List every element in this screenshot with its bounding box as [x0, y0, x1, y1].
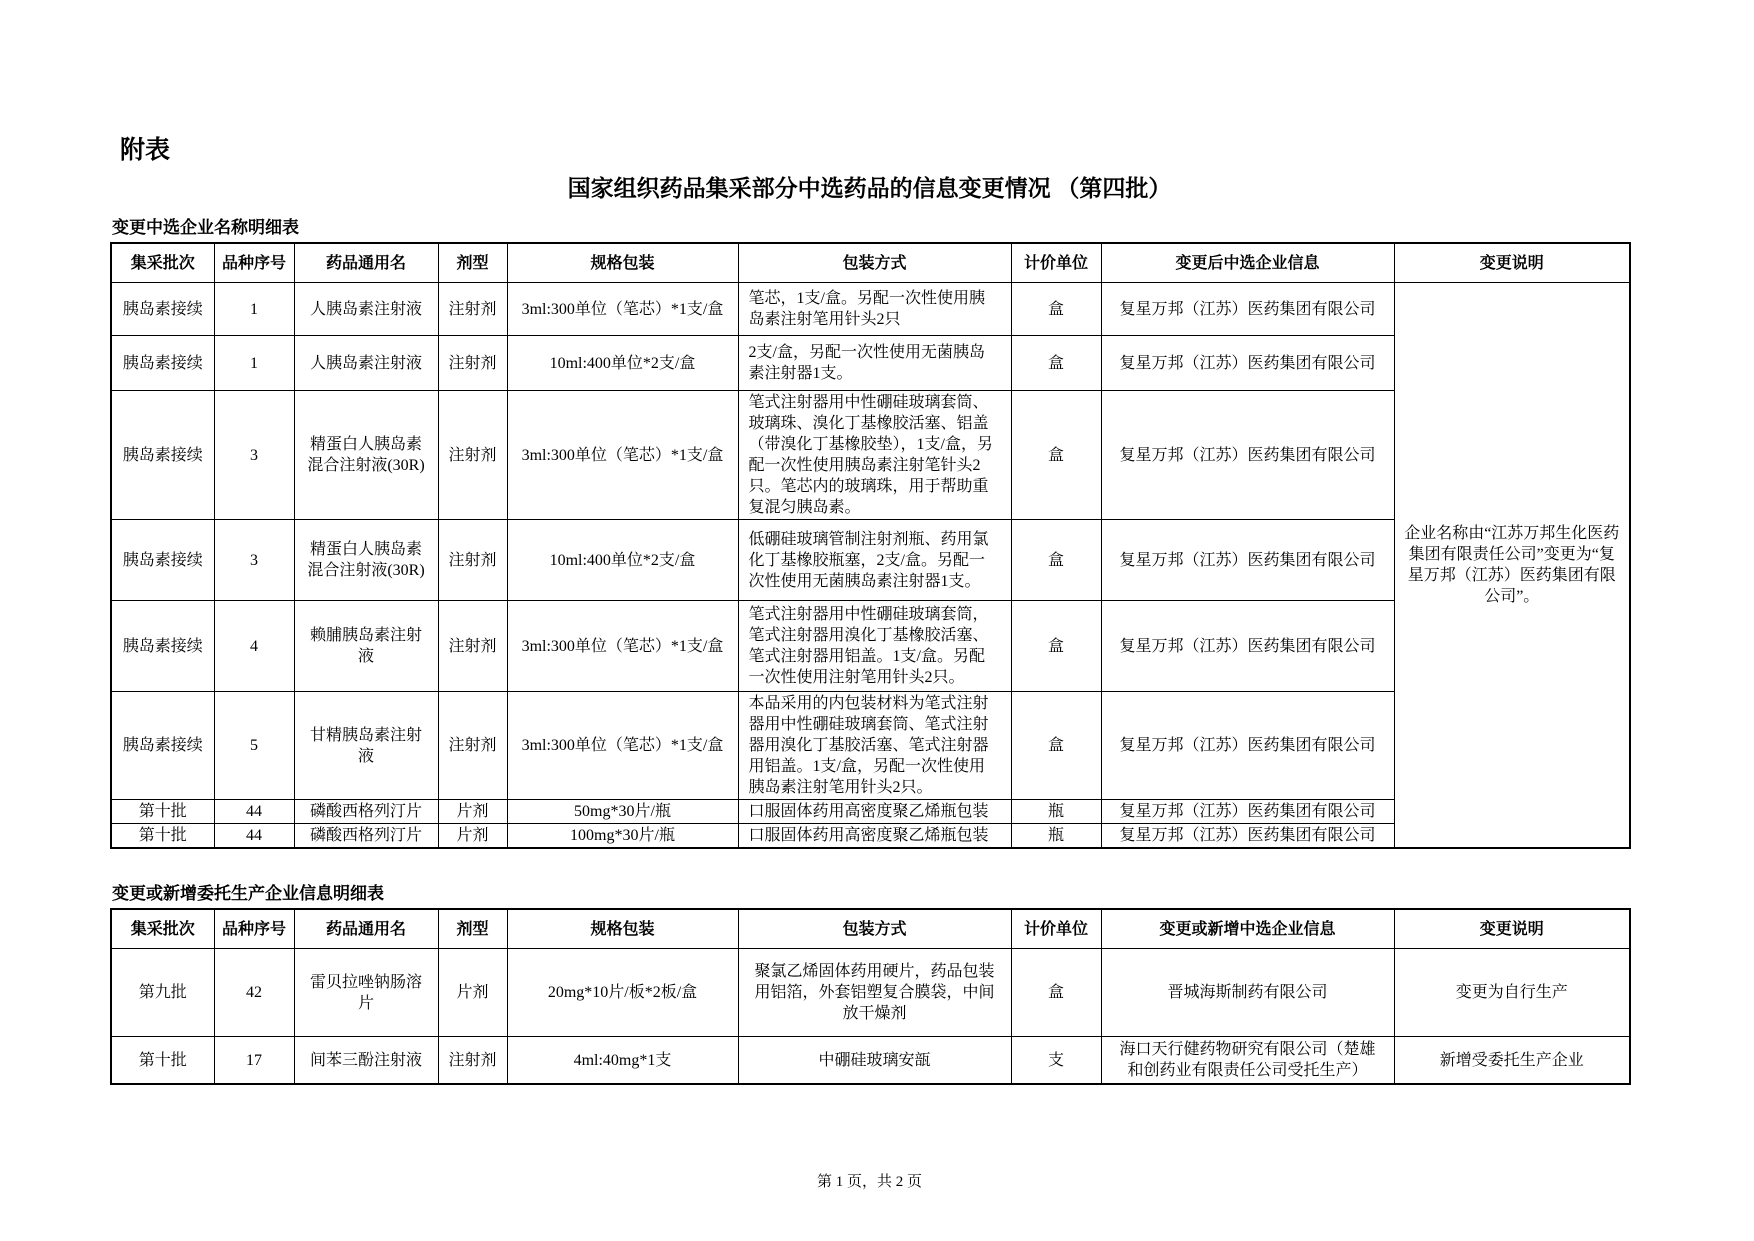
appendix-label: 附表	[120, 136, 171, 164]
cell-form: 注射剂	[438, 1037, 507, 1085]
table2-entrusted-production-changes	[110, 908, 1631, 1085]
cell-spec: 3ml:300单位（笔芯）*1支/盒	[507, 283, 738, 336]
col-header-unit: 计价单位	[1011, 243, 1101, 283]
cell-company: 晋城海斯制药有限公司	[1101, 949, 1394, 1037]
cell-company: 复星万邦（江苏）医药集团有限公司	[1101, 391, 1394, 520]
col-header-note: 变更说明	[1394, 909, 1630, 949]
cell-change-note: 新增受委托生产企业	[1394, 1037, 1630, 1085]
cell-form: 注射剂	[438, 692, 507, 800]
table1-header-row	[111, 243, 1630, 283]
cell-company: 复星万邦（江苏）医药集团有限公司	[1101, 824, 1394, 849]
col-header-spec: 规格包装	[507, 243, 738, 283]
table-row	[111, 283, 1630, 336]
page-number: 第 1 页，共 2 页	[816, 1174, 922, 1190]
cell-seq: 1	[214, 283, 294, 336]
cell-batch: 第十批	[111, 800, 214, 824]
col-header-note: 变更说明	[1394, 243, 1630, 283]
cell-unit: 盒	[1011, 520, 1101, 601]
cell-spec: 3ml:300单位（笔芯）*1支/盒	[507, 692, 738, 800]
col-header-unit: 计价单位	[1011, 909, 1101, 949]
cell-packaging: 低硼硅玻璃管制注射剂瓶、药用氯化丁基橡胶瓶塞，2支/盒。另配一次性使用无菌胰岛素注射器1支。	[738, 520, 1011, 601]
cell-drug: 精蛋白人胰岛素混合注射液(30R)	[294, 391, 438, 520]
cell-spec: 3ml:300单位（笔芯）*1支/盒	[507, 391, 738, 520]
cell-change-note: 变更为自行生产	[1394, 949, 1630, 1037]
cell-seq: 4	[214, 601, 294, 692]
col-header-packaging: 包装方式	[738, 243, 1011, 283]
cell-spec: 10ml:400单位*2支/盒	[507, 520, 738, 601]
cell-drug: 雷贝拉唑钠肠溶片	[294, 949, 438, 1037]
cell-batch: 胰岛素接续	[111, 692, 214, 800]
cell-spec: 3ml:300单位（笔芯）*1支/盒	[507, 601, 738, 692]
cell-batch: 第十批	[111, 824, 214, 849]
cell-drug: 人胰岛素注射液	[294, 336, 438, 391]
cell-drug: 甘精胰岛素注射液	[294, 692, 438, 800]
cell-unit: 盒	[1011, 336, 1101, 391]
col-header-drug: 药品通用名	[294, 909, 438, 949]
cell-batch: 胰岛素接续	[111, 601, 214, 692]
cell-company: 复星万邦（江苏）医药集团有限公司	[1101, 520, 1394, 601]
cell-unit: 瓶	[1011, 824, 1101, 849]
cell-batch: 胰岛素接续	[111, 336, 214, 391]
cell-unit: 盒	[1011, 283, 1101, 336]
cell-spec: 100mg*30片/瓶	[507, 824, 738, 849]
col-header-packaging: 包装方式	[738, 909, 1011, 949]
cell-company: 复星万邦（江苏）医药集团有限公司	[1101, 692, 1394, 800]
cell-unit: 盒	[1011, 692, 1101, 800]
col-header-form: 剂型	[438, 243, 507, 283]
cell-form: 片剂	[438, 824, 507, 849]
cell-form: 注射剂	[438, 391, 507, 520]
col-header-form: 剂型	[438, 909, 507, 949]
cell-company: 复星万邦（江苏）医药集团有限公司	[1101, 283, 1394, 336]
cell-spec: 20mg*10片/板*2板/盒	[507, 949, 738, 1037]
cell-spec: 10ml:400单位*2支/盒	[507, 336, 738, 391]
col-header-drug: 药品通用名	[294, 243, 438, 283]
cell-packaging: 笔芯，1支/盒。另配一次性使用胰岛素注射笔用针头2只	[738, 283, 1011, 336]
cell-unit: 盒	[1011, 949, 1101, 1037]
table2-header-row	[111, 909, 1630, 949]
cell-unit: 支	[1011, 1037, 1101, 1085]
table-row	[111, 1037, 1630, 1085]
col-header-seq: 品种序号	[214, 909, 294, 949]
col-header-company: 变更或新增中选企业信息	[1101, 909, 1394, 949]
cell-company: 复星万邦（江苏）医药集团有限公司	[1101, 601, 1394, 692]
cell-seq: 5	[214, 692, 294, 800]
cell-form: 注射剂	[438, 283, 507, 336]
cell-seq: 3	[214, 391, 294, 520]
col-header-batch: 集采批次	[111, 243, 214, 283]
cell-packaging: 口服固体药用高密度聚乙烯瓶包装	[738, 824, 1011, 849]
cell-seq: 44	[214, 800, 294, 824]
cell-drug: 间苯三酚注射液	[294, 1037, 438, 1085]
cell-company: 海口天行健药物研究有限公司（楚雄和创药业有限责任公司受托生产）	[1101, 1037, 1394, 1085]
cell-batch: 胰岛素接续	[111, 391, 214, 520]
cell-packaging: 笔式注射器用中性硼硅玻璃套筒、玻璃珠、溴化丁基橡胶活塞、铝盖（带溴化丁基橡胶垫），1支/盒，另配一次性使用胰岛素注射笔针头2只。笔芯内的玻璃珠，用于帮助重复混匀胰岛素。	[738, 391, 1011, 520]
cell-packaging: 中硼硅玻璃安瓿	[738, 1037, 1011, 1085]
table1-caption: 变更中选企业名称明细表	[112, 218, 299, 237]
cell-batch: 胰岛素接续	[111, 520, 214, 601]
cell-drug: 磷酸西格列汀片	[294, 800, 438, 824]
cell-packaging: 口服固体药用高密度聚乙烯瓶包装	[738, 800, 1011, 824]
cell-company: 复星万邦（江苏）医药集团有限公司	[1101, 800, 1394, 824]
cell-drug: 磷酸西格列汀片	[294, 824, 438, 849]
table2-caption: 变更或新增委托生产企业信息明细表	[112, 884, 384, 903]
cell-seq: 42	[214, 949, 294, 1037]
cell-form: 注射剂	[438, 601, 507, 692]
cell-seq: 44	[214, 824, 294, 849]
cell-drug: 赖脯胰岛素注射液	[294, 601, 438, 692]
cell-form: 片剂	[438, 800, 507, 824]
cell-change-note: 企业名称由“江苏万邦生化医药集团有限责任公司”变更为“复星万邦（江苏）医药集团有限公司”。	[1394, 283, 1630, 849]
cell-drug: 精蛋白人胰岛素混合注射液(30R)	[294, 520, 438, 601]
cell-packaging: 2支/盒，另配一次性使用无菌胰岛素注射器1支。	[738, 336, 1011, 391]
cell-packaging: 笔式注射器用中性硼硅玻璃套筒，笔式注射器用溴化丁基橡胶活塞、笔式注射器用铝盖。1支/盒。另配一次性使用注射笔用针头2只。	[738, 601, 1011, 692]
cell-spec: 4ml:40mg*1支	[507, 1037, 738, 1085]
cell-drug: 人胰岛素注射液	[294, 283, 438, 336]
col-header-spec: 规格包装	[507, 909, 738, 949]
document-title: 国家组织药品集采部分中选药品的信息变更情况 （第四批）	[567, 176, 1172, 201]
col-header-company: 变更后中选企业信息	[1101, 243, 1394, 283]
cell-company: 复星万邦（江苏）医药集团有限公司	[1101, 336, 1394, 391]
cell-unit: 盒	[1011, 601, 1101, 692]
cell-seq: 3	[214, 520, 294, 601]
cell-batch: 第十批	[111, 1037, 214, 1085]
table1-selected-company-changes	[110, 242, 1631, 849]
cell-form: 注射剂	[438, 336, 507, 391]
cell-seq: 1	[214, 336, 294, 391]
cell-batch: 第九批	[111, 949, 214, 1037]
cell-seq: 17	[214, 1037, 294, 1085]
cell-packaging: 本品采用的内包装材料为笔式注射器用中性硼硅玻璃套筒、笔式注射器用溴化丁基胶活塞、笔式注射器用铝盖。1支/盒，另配一次性使用胰岛素注射笔用针头2只。	[738, 692, 1011, 800]
cell-unit: 瓶	[1011, 800, 1101, 824]
cell-form: 注射剂	[438, 520, 507, 601]
cell-batch: 胰岛素接续	[111, 283, 214, 336]
col-header-seq: 品种序号	[214, 243, 294, 283]
table-row	[111, 949, 1630, 1037]
cell-unit: 盒	[1011, 391, 1101, 520]
cell-packaging: 聚氯乙烯固体药用硬片，药品包装用铝箔，外套铝塑复合膜袋，中间放干燥剂	[738, 949, 1011, 1037]
col-header-batch: 集采批次	[111, 909, 214, 949]
cell-spec: 50mg*30片/瓶	[507, 800, 738, 824]
cell-form: 片剂	[438, 949, 507, 1037]
